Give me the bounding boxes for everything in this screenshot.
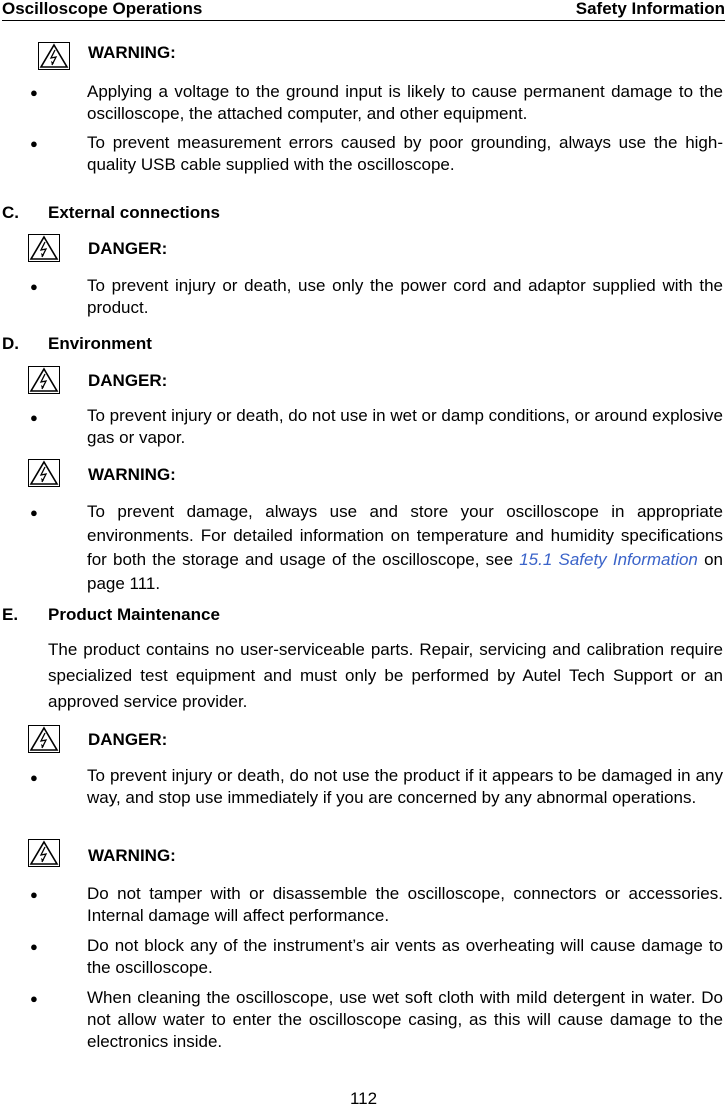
page-number: 112 [349,1089,378,1108]
header-chapter-title: Oscilloscope Operations [2,0,203,18]
section-title: External connections [48,203,220,222]
section-title: Environment [48,334,152,353]
danger-item: To prevent injury or death, do not use the product if it appears to be damaged in any way, and stop use immediately if you are concerned by any abnormal operations. [87,766,723,807]
high-voltage-warning-icon [28,839,60,867]
bullet-icon: ● [30,85,38,100]
warning-item: Do not block any of the instrument’s air vents as overheating will cause damage to the oscilloscope. [87,936,723,977]
danger-item: To prevent injury or death, use only the power cord and adaptor supplied with the product. [87,276,723,317]
section-letter: E. [2,605,19,624]
section-title: Product Maintenance [48,605,220,624]
warning-label: WARNING: [88,43,176,62]
high-voltage-warning-icon [38,42,70,70]
high-voltage-danger-icon [28,234,60,262]
bullet-icon: ● [30,770,38,785]
danger-label: DANGER: [88,730,168,749]
danger-item: To prevent injury or death, do not use in wet or damp conditions, or around explosive gas or vapor. [87,406,723,447]
warning-text: To prevent damage, always use and store your oscilloscope in appropriate environments. For detailed information on temperature and humidity specifications for both the storage and usage of the oscilloscope, see [87,502,723,569]
bullet-icon: ● [30,505,38,520]
warning-label: WARNING: [88,846,176,865]
high-voltage-danger-icon [28,725,60,753]
bullet-icon: ● [30,991,38,1006]
warning-item: To prevent measurement errors caused by poor grounding, always use the high-quality USB cable supplied with the oscilloscope. [87,133,723,174]
bullet-icon: ● [30,279,38,294]
danger-label: DANGER: [88,239,168,258]
bullet-icon: ● [30,410,38,425]
high-voltage-danger-icon [28,366,60,394]
section-letter: D. [2,334,19,353]
section-letter: C. [2,203,19,222]
bullet-icon: ● [30,887,38,902]
bullet-icon: ● [30,136,38,151]
warning-text-end: on page 111. [87,550,723,593]
warning-item: Applying a voltage to the ground input is likely to cause permanent damage to the oscilloscope, the attached computer, and other equipment. [87,82,723,123]
cross-reference-link[interactable]: 15.1 Safety Information [519,550,698,569]
maintenance-paragraph: The product contains no user-serviceable parts. Repair, servicing and calibration require specialized test equipment and must only be performed by Autel Tech Support or an approved service provider. [48,640,723,711]
warning-item: Do not tamper with or disassemble the oscilloscope, connectors or accessories. Internal damage will affect performance. [87,884,723,925]
header-section-title: Safety Information [575,0,725,18]
danger-label: DANGER: [88,371,168,390]
high-voltage-warning-icon [28,459,60,487]
page-header [2,0,725,21]
warning-label: WARNING: [88,465,176,484]
bullet-icon: ● [30,939,38,954]
warning-item [87,500,723,596]
warning-item: When cleaning the oscilloscope, use wet soft cloth with mild detergent in water. Do not allow water to enter the oscilloscope casing, as this will cause damage to the electronics inside. [87,988,723,1051]
